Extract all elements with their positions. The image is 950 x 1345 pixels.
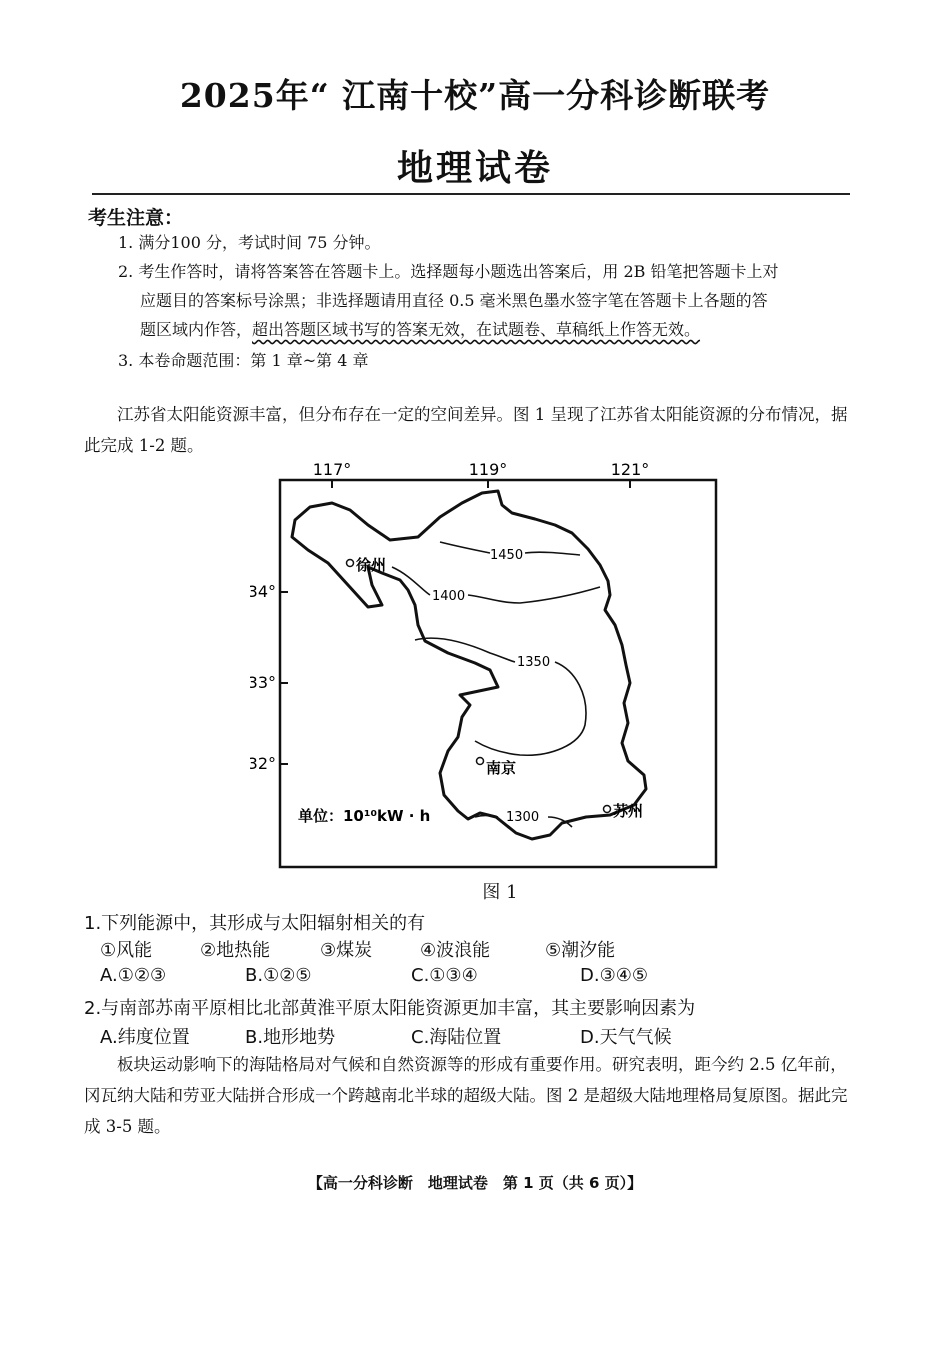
q2-option-b: B.地形地势 <box>245 1027 336 1048</box>
intro-paragraph-2: 板块运动影响下的海陆格局对气候和自然资源等的形成有重要作用。研究表明，距今约 2.5 亿年前，冈瓦纳大陆和劳亚大陆拼合形成一个跨越南北半球的超级大陆。图 2 是超级大陆地理格局复原图。据此完成 3-5 题。 <box>84 1055 848 1136</box>
question-2-options <box>0 1023 950 1049</box>
q1-item-3: ③煤炭 <box>320 940 373 961</box>
isoline-1300-left <box>475 816 498 818</box>
header-divider <box>92 193 850 195</box>
isoline-label-1350: 1350 <box>517 655 551 670</box>
q1-item-2: ②地热能 <box>200 940 271 961</box>
intro-paragraph-1: 江苏省太阳能资源丰富，但分布存在一定的空间差异。图 1 呈现了江苏省太阳能资源的分布情况，据此完成 1-2 题。 <box>84 405 848 455</box>
lon-label-117: 117° <box>312 460 352 479</box>
city-label-xuzhou: 徐州 <box>356 556 387 574</box>
question-1-options <box>0 965 950 991</box>
q2-option-d: D.天气气候 <box>580 1027 672 1048</box>
notice-heading: 考生注意： <box>88 207 184 229</box>
isoline-1400-right <box>468 587 600 603</box>
isoline-label-1300: 1300 <box>506 810 540 825</box>
subject-title: 地理试卷 <box>396 147 553 189</box>
q1-option-d: D.③④⑤ <box>580 965 648 986</box>
city-label-suzhou: 苏州 <box>613 802 644 820</box>
city-marker-nanjing <box>477 758 484 765</box>
q1-item-5: ⑤潮汐能 <box>545 940 616 961</box>
exam-title: 2025年“ 江南十校”高一分科诊断联考 <box>179 76 771 115</box>
q1-option-a: A.①②③ <box>100 965 167 986</box>
isoline-label-1450: 1450 <box>490 548 524 563</box>
question-2-stem: 2.与南部苏南平原相比北部黄淮平原太阳能资源更加丰富，其主要影响因素为 <box>84 998 696 1019</box>
lat-label-33: 33° <box>250 673 276 692</box>
notice-item-2c-plain: 题区域内作答， <box>140 320 253 339</box>
lat-label-32: 32° <box>250 754 276 773</box>
notice-item-2b: 应题目的答案标号涂黑；非选择题请用直径 0.5 毫米黑色墨水签字笔在答题卡上各题的答 <box>140 291 768 310</box>
isoline-1450-right <box>525 552 580 555</box>
lat-label-34: 34° <box>250 582 276 601</box>
q1-option-b: B.①②⑤ <box>245 965 312 986</box>
notice-item-2c-underlined: 超出答题区域书写的答案无效，在试题卷、草稿纸上作答无效。 <box>252 320 701 339</box>
q1-item-1: ①风能 <box>100 940 153 961</box>
isoline-1450 <box>440 542 490 553</box>
jiangsu-solar-map <box>250 455 730 875</box>
isoline-label-1400: 1400 <box>432 589 466 604</box>
question-1-items <box>0 936 950 962</box>
q1-item-4: ④波浪能 <box>420 940 491 961</box>
q2-option-c: C.海陆位置 <box>411 1027 502 1048</box>
map-unit: 单位：10¹⁰kW · h <box>298 807 431 825</box>
q1-option-c: C.①③④ <box>411 965 478 986</box>
city-label-nanjing: 南京 <box>486 759 517 777</box>
page-footer: 【高一分科诊断 地理试卷 第 1 页（共 6 页）】 <box>307 1174 643 1192</box>
figure-caption: 图 1 <box>482 882 518 903</box>
question-1-stem: 1.下列能源中，其形成与太阳辐射相关的有 <box>84 913 426 934</box>
province-boundary <box>292 491 646 839</box>
notice-item-1: 1. 满分100 分，考试时间 75 分钟。 <box>118 233 381 252</box>
graticule-ticks <box>280 480 630 764</box>
notice-item-2c <box>118 315 870 344</box>
lon-label-121: 121° <box>610 460 650 479</box>
city-marker-suzhou <box>604 806 611 813</box>
lon-label-119: 119° <box>468 460 508 479</box>
notice-item-2a: 2. 考生作答时，请将答案答在答题卡上。选择题每小题选出答案后，用 2B 铅笔把答题卡上对 <box>118 262 779 281</box>
q2-option-a: A.纬度位置 <box>100 1027 190 1048</box>
notice-item-3: 3. 本卷命题范围：第 1 章~第 4 章 <box>118 351 369 370</box>
city-marker-xuzhou <box>347 560 354 567</box>
isoline-1400-left <box>392 567 430 595</box>
